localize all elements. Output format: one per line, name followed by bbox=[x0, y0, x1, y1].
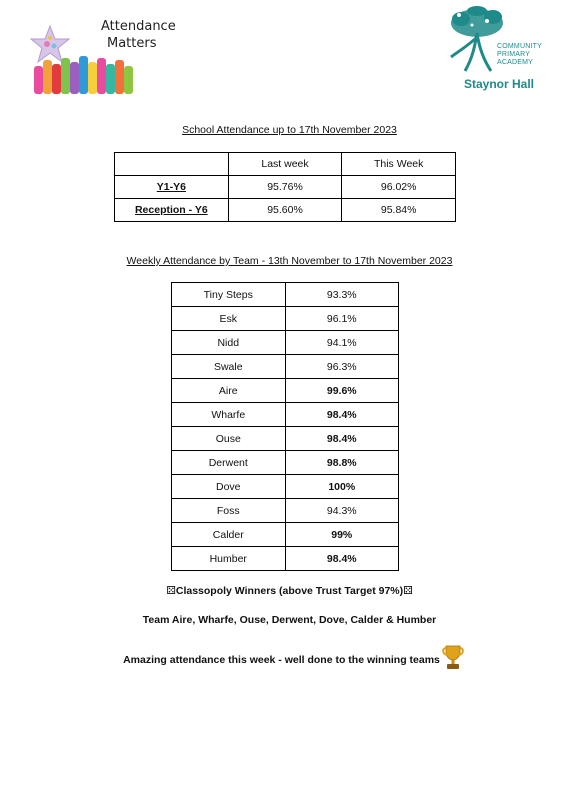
logo-community-2: PRIMARY bbox=[497, 51, 531, 58]
logo-community-3: ACADEMY bbox=[497, 59, 534, 66]
table-row bbox=[172, 283, 399, 307]
school-attendance-table bbox=[114, 152, 456, 222]
classopoly-winners-line bbox=[0, 584, 579, 597]
winning-teams-line: Team Aire, Wharfe, Ouse, Derwent, Dove, Calder & Humber bbox=[142, 614, 437, 626]
team-name: Ouse bbox=[172, 427, 286, 451]
table-row bbox=[172, 475, 399, 499]
team-name: Tiny Steps bbox=[172, 283, 286, 307]
attendance-matters-logo bbox=[30, 10, 176, 96]
row-label: Reception - Y6 bbox=[115, 199, 229, 222]
logo-line-2: Matters bbox=[107, 36, 157, 51]
row-label: Y1-Y6 bbox=[115, 176, 229, 199]
team-name: Wharfe bbox=[172, 403, 286, 427]
team-value: 100% bbox=[285, 475, 398, 499]
table-row bbox=[115, 176, 456, 199]
last-week-value: 95.76% bbox=[228, 176, 342, 199]
school-attendance-heading: School Attendance up to 17th November 2023 bbox=[182, 124, 397, 136]
team-value: 96.1% bbox=[285, 307, 398, 331]
team-value: 98.8% bbox=[285, 451, 398, 475]
team-name: Derwent bbox=[172, 451, 286, 475]
team-value: 99% bbox=[285, 523, 398, 547]
last-week-value: 95.60% bbox=[228, 199, 342, 222]
team-name: Calder bbox=[172, 523, 286, 547]
team-value: 94.3% bbox=[285, 499, 398, 523]
table-row bbox=[172, 379, 399, 403]
team-name: Nidd bbox=[172, 331, 286, 355]
school-logo bbox=[447, 5, 557, 97]
team-value: 99.6% bbox=[285, 379, 398, 403]
team-name: Humber bbox=[172, 547, 286, 571]
team-name: Swale bbox=[172, 355, 286, 379]
team-value: 94.1% bbox=[285, 331, 398, 355]
raised-hands-icon bbox=[32, 54, 142, 94]
dice-icon: ⚄ bbox=[403, 584, 413, 597]
team-attendance-table bbox=[171, 282, 399, 571]
trophy-icon bbox=[441, 644, 465, 670]
team-value: 98.4% bbox=[285, 427, 398, 451]
table-row bbox=[172, 427, 399, 451]
table-row bbox=[172, 307, 399, 331]
header-blank bbox=[115, 153, 229, 176]
school-name: Staynor Hall bbox=[464, 77, 535, 91]
table-row bbox=[115, 199, 456, 222]
team-value: 98.4% bbox=[285, 547, 398, 571]
logo-line-1: Attendance bbox=[101, 19, 176, 34]
team-name: Dove bbox=[172, 475, 286, 499]
team-name: Esk bbox=[172, 307, 286, 331]
table-row bbox=[172, 331, 399, 355]
this-week-value: 96.02% bbox=[342, 176, 456, 199]
winners-label: Classopoly Winners (above Trust Target 97%) bbox=[175, 585, 404, 597]
table-row bbox=[172, 547, 399, 571]
team-value: 96.3% bbox=[285, 355, 398, 379]
team-attendance-heading: Weekly Attendance by Team - 13th November to 17th November 2023 bbox=[126, 255, 453, 267]
this-week-value: 95.84% bbox=[342, 199, 456, 222]
dice-icon: ⚄ bbox=[166, 584, 176, 597]
team-value: 93.3% bbox=[285, 283, 398, 307]
table-row bbox=[172, 499, 399, 523]
table-row bbox=[172, 523, 399, 547]
table-row bbox=[172, 355, 399, 379]
header-last-week: Last week bbox=[228, 153, 342, 176]
logo-community-1: COMMUNITY bbox=[497, 43, 542, 50]
team-value: 98.4% bbox=[285, 403, 398, 427]
table-row bbox=[172, 403, 399, 427]
amazing-attendance-line: Amazing attendance this week - well done to the winning teams bbox=[123, 654, 440, 666]
table-row bbox=[172, 451, 399, 475]
table-header-row bbox=[115, 153, 456, 176]
header-this-week: This Week bbox=[342, 153, 456, 176]
team-name: Foss bbox=[172, 499, 286, 523]
team-name: Aire bbox=[172, 379, 286, 403]
